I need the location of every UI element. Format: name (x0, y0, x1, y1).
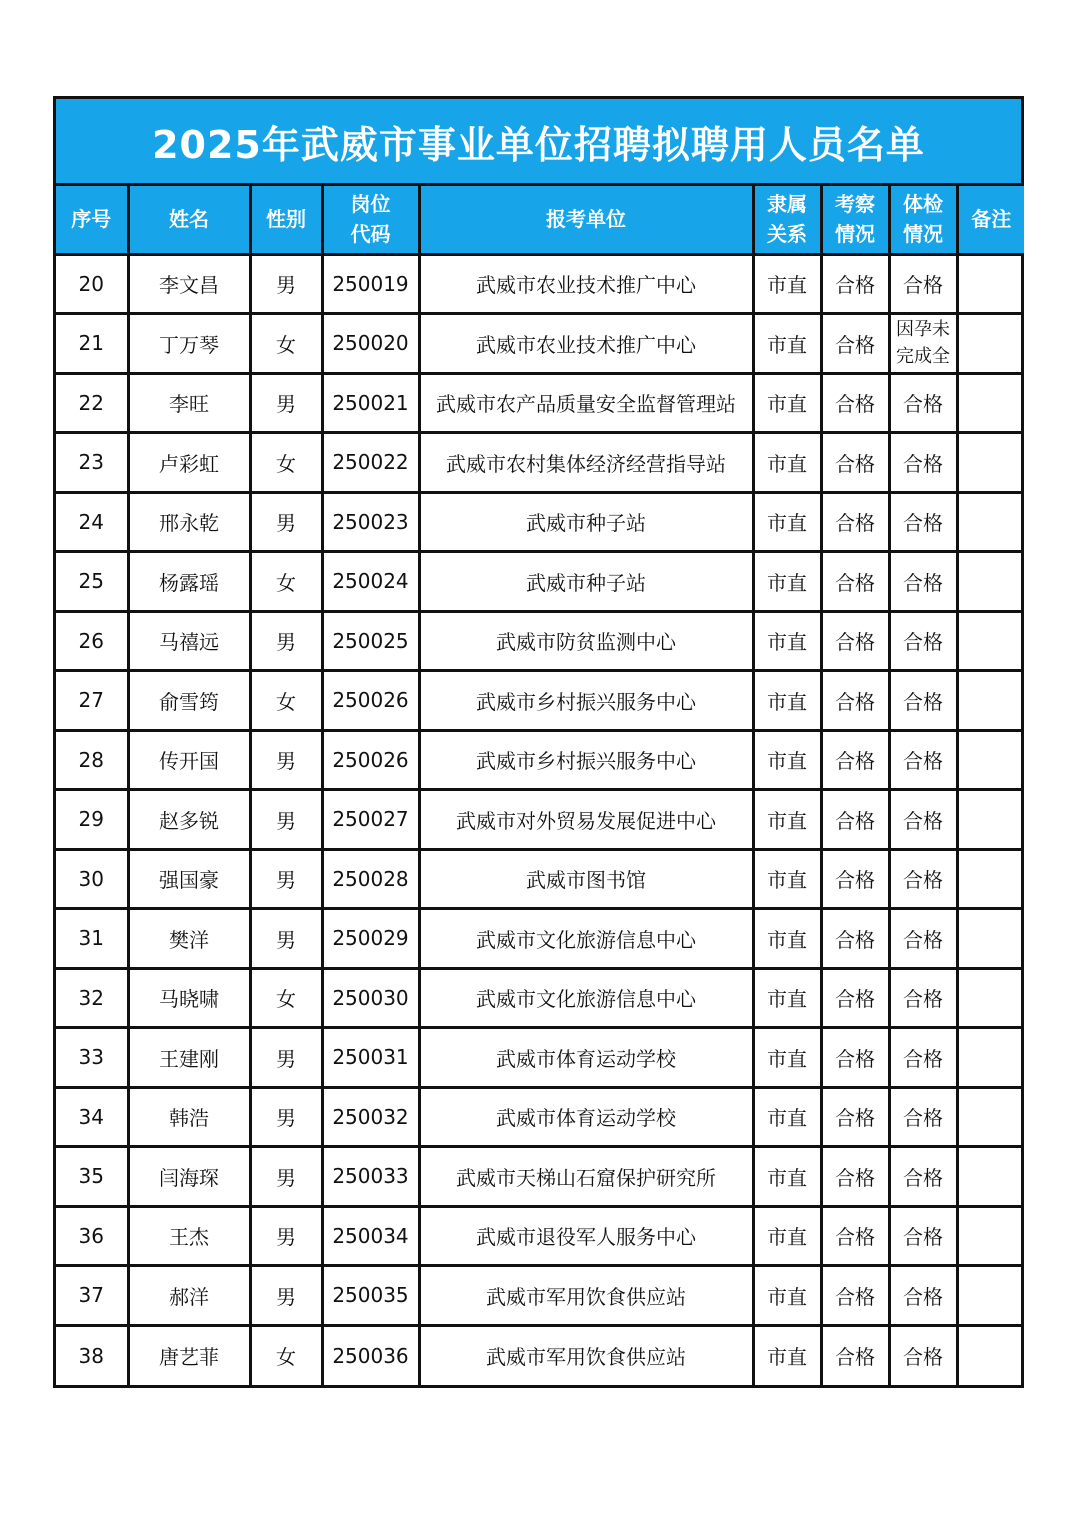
cell-no: 25 (56, 552, 128, 612)
cell-unit: 武威市文化旅游信息中心 (419, 968, 753, 1028)
cell-exam: 合格 (889, 1266, 957, 1326)
cell-code: 250029 (322, 909, 419, 969)
header-col-code (322, 186, 419, 254)
cell-remark (957, 1147, 1024, 1207)
table-row (56, 1147, 1024, 1207)
cell-gender: 女 (250, 968, 322, 1028)
header-label-line2: 情况 (903, 222, 943, 247)
cell-inspection: 合格 (821, 671, 889, 731)
cell-inspection: 合格 (821, 552, 889, 612)
cell-code: 250021 (322, 373, 419, 433)
cell-remark (957, 1087, 1024, 1147)
cell-remark (957, 492, 1024, 552)
table-row (56, 1266, 1024, 1326)
table-row (56, 1206, 1024, 1266)
header-col-remark (957, 186, 1024, 254)
header-label: 考察 (835, 192, 875, 217)
cell-exam: 合格 (889, 849, 957, 909)
header-label: 岗位 (350, 192, 391, 217)
cell-exam: 合格 (889, 492, 957, 552)
cell-remark (957, 611, 1024, 671)
cell-gender: 女 (250, 552, 322, 612)
cell-remark (957, 373, 1024, 433)
cell-relation: 市直 (753, 909, 821, 969)
cell-unit: 武威市种子站 (419, 552, 753, 612)
cell-inspection: 合格 (821, 909, 889, 969)
cell-remark (957, 909, 1024, 969)
cell-inspection: 合格 (821, 1087, 889, 1147)
cell-name: 李旺 (128, 373, 250, 433)
cell-relation: 市直 (753, 849, 821, 909)
cell-remark (957, 1028, 1024, 1088)
cell-relation: 市直 (753, 790, 821, 850)
roster-sheet (53, 96, 1024, 1388)
cell-relation: 市直 (753, 254, 821, 314)
cell-inspection: 合格 (821, 373, 889, 433)
cell-exam: 合格 (889, 1325, 957, 1385)
cell-remark (957, 671, 1024, 731)
cell-no: 35 (56, 1147, 128, 1207)
table-row (56, 611, 1024, 671)
cell-inspection: 合格 (821, 968, 889, 1028)
header-col-relation (753, 186, 821, 254)
cell-name: 樊洋 (128, 909, 250, 969)
cell-code: 250033 (322, 1147, 419, 1207)
cell-relation: 市直 (753, 1206, 821, 1266)
cell-relation: 市直 (753, 671, 821, 731)
cell-exam-line2: 完成全 (896, 346, 950, 368)
cell-inspection: 合格 (821, 1325, 889, 1385)
cell-remark (957, 790, 1024, 850)
cell-inspection: 合格 (821, 730, 889, 790)
header-row (56, 186, 1024, 254)
cell-code: 250032 (322, 1087, 419, 1147)
cell-remark (957, 849, 1024, 909)
cell-exam: 合格 (889, 373, 957, 433)
header-label: 性别 (266, 207, 306, 232)
cell-gender: 女 (250, 433, 322, 493)
cell-no: 30 (56, 849, 128, 909)
header-label: 隶属 (767, 192, 807, 217)
cell-relation: 市直 (753, 1028, 821, 1088)
cell-unit: 武威市乡村振兴服务中心 (419, 730, 753, 790)
cell-gender: 男 (250, 1206, 322, 1266)
cell-no: 32 (56, 968, 128, 1028)
cell-unit: 武威市对外贸易发展促进中心 (419, 790, 753, 850)
header-col-inspection (821, 186, 889, 254)
header-col-name (128, 186, 250, 254)
cell-inspection: 合格 (821, 1266, 889, 1326)
cell-inspection: 合格 (821, 433, 889, 493)
cell-no: 36 (56, 1206, 128, 1266)
table-row (56, 909, 1024, 969)
cell-code: 250036 (322, 1325, 419, 1385)
cell-relation: 市直 (753, 1266, 821, 1326)
cell-name: 唐艺菲 (128, 1325, 250, 1385)
cell-name: 李文昌 (128, 254, 250, 314)
table-row (56, 849, 1024, 909)
cell-no: 26 (56, 611, 128, 671)
cell-remark (957, 314, 1024, 374)
cell-unit: 武威市军用饮食供应站 (419, 1266, 753, 1326)
cell-name: 传开国 (128, 730, 250, 790)
cell-exam: 合格 (889, 433, 957, 493)
cell-name: 韩浩 (128, 1087, 250, 1147)
cell-no: 37 (56, 1266, 128, 1326)
cell-code: 250023 (322, 492, 419, 552)
cell-remark (957, 968, 1024, 1028)
cell-code: 250031 (322, 1028, 419, 1088)
cell-name: 杨露瑶 (128, 552, 250, 612)
cell-inspection: 合格 (821, 492, 889, 552)
cell-unit: 武威市文化旅游信息中心 (419, 909, 753, 969)
table-row (56, 790, 1024, 850)
cell-exam: 合格 (889, 1028, 957, 1088)
cell-no: 20 (56, 254, 128, 314)
cell-code: 250020 (322, 314, 419, 374)
cell-name: 郝洋 (128, 1266, 250, 1326)
cell-name: 闫海琛 (128, 1147, 250, 1207)
cell-name: 卢彩虹 (128, 433, 250, 493)
cell-relation: 市直 (753, 1147, 821, 1207)
cell-gender: 男 (250, 849, 322, 909)
cell-gender: 男 (250, 1147, 322, 1207)
cell-code: 250022 (322, 433, 419, 493)
cell-unit: 武威市种子站 (419, 492, 753, 552)
cell-unit: 武威市乡村振兴服务中心 (419, 671, 753, 731)
cell-unit: 武威市体育运动学校 (419, 1087, 753, 1147)
cell-relation: 市直 (753, 492, 821, 552)
cell-name: 马禧远 (128, 611, 250, 671)
cell-gender: 男 (250, 909, 322, 969)
cell-gender: 男 (250, 1266, 322, 1326)
cell-no: 24 (56, 492, 128, 552)
cell-exam: 合格 (889, 730, 957, 790)
cell-code: 250035 (322, 1266, 419, 1326)
cell-relation: 市直 (753, 314, 821, 374)
cell-relation: 市直 (753, 1087, 821, 1147)
header-col-unit (419, 186, 753, 254)
cell-name: 王杰 (128, 1206, 250, 1266)
cell-gender: 男 (250, 611, 322, 671)
cell-unit: 武威市图书馆 (419, 849, 753, 909)
cell-no: 29 (56, 790, 128, 850)
cell-no: 28 (56, 730, 128, 790)
cell-exam: 合格 (889, 552, 957, 612)
cell-relation: 市直 (753, 373, 821, 433)
cell-exam-line1: 因孕未 (896, 319, 950, 341)
table-row (56, 552, 1024, 612)
cell-no: 31 (56, 909, 128, 969)
cell-remark (957, 1266, 1024, 1326)
cell-exam: 合格 (889, 1147, 957, 1207)
cell-gender: 男 (250, 730, 322, 790)
cell-remark (957, 433, 1024, 493)
header-col-gender (250, 186, 322, 254)
cell-exam: 合格 (889, 968, 957, 1028)
cell-remark (957, 254, 1024, 314)
table-row (56, 373, 1024, 433)
cell-inspection: 合格 (821, 849, 889, 909)
header-label: 序号 (71, 207, 112, 232)
cell-name: 俞雪筠 (128, 671, 250, 731)
cell-gender: 女 (250, 671, 322, 731)
cell-relation: 市直 (753, 1325, 821, 1385)
cell-no: 22 (56, 373, 128, 433)
header-label: 备注 (971, 207, 1012, 232)
cell-code: 250034 (322, 1206, 419, 1266)
cell-remark (957, 1325, 1024, 1385)
table-row (56, 433, 1024, 493)
cell-name: 马晓啸 (128, 968, 250, 1028)
cell-inspection: 合格 (821, 314, 889, 374)
cell-code: 250030 (322, 968, 419, 1028)
cell-gender: 男 (250, 790, 322, 850)
cell-gender: 男 (250, 373, 322, 433)
cell-code: 250026 (322, 671, 419, 731)
header-label-line2: 情况 (835, 222, 875, 247)
cell-relation: 市直 (753, 611, 821, 671)
cell-code: 250025 (322, 611, 419, 671)
cell-exam: 合格 (889, 611, 957, 671)
cell-code: 250027 (322, 790, 419, 850)
cell-relation: 市直 (753, 552, 821, 612)
cell-no: 38 (56, 1325, 128, 1385)
cell-unit: 武威市天梯山石窟保护研究所 (419, 1147, 753, 1207)
header-label: 报考单位 (546, 207, 626, 232)
cell-inspection: 合格 (821, 1028, 889, 1088)
table-body (56, 254, 1024, 1385)
cell-exam (889, 314, 957, 374)
table-row (56, 1028, 1024, 1088)
cell-gender: 男 (250, 1028, 322, 1088)
cell-remark (957, 552, 1024, 612)
table-row (56, 1087, 1024, 1147)
cell-name: 王建刚 (128, 1028, 250, 1088)
cell-inspection: 合格 (821, 1147, 889, 1207)
cell-name: 邢永乾 (128, 492, 250, 552)
cell-code: 250026 (322, 730, 419, 790)
cell-gender: 男 (250, 492, 322, 552)
cell-unit: 武威市退役军人服务中心 (419, 1206, 753, 1266)
cell-no: 33 (56, 1028, 128, 1088)
table-row (56, 730, 1024, 790)
table-row (56, 1325, 1024, 1385)
cell-remark (957, 730, 1024, 790)
cell-no: 34 (56, 1087, 128, 1147)
cell-gender: 女 (250, 314, 322, 374)
cell-exam: 合格 (889, 1206, 957, 1266)
header-label-line2: 代码 (350, 222, 391, 247)
cell-exam: 合格 (889, 790, 957, 850)
cell-code: 250019 (322, 254, 419, 314)
cell-remark (957, 1206, 1024, 1266)
cell-relation: 市直 (753, 730, 821, 790)
cell-relation: 市直 (753, 433, 821, 493)
cell-inspection: 合格 (821, 1206, 889, 1266)
cell-exam: 合格 (889, 909, 957, 969)
cell-inspection: 合格 (821, 611, 889, 671)
cell-exam: 合格 (889, 671, 957, 731)
cell-inspection: 合格 (821, 790, 889, 850)
table-row (56, 254, 1024, 314)
cell-inspection: 合格 (821, 254, 889, 314)
header-label: 体检 (903, 192, 943, 217)
table-row (56, 314, 1024, 374)
cell-gender: 男 (250, 254, 322, 314)
table-row (56, 671, 1024, 731)
cell-no: 23 (56, 433, 128, 493)
cell-code: 250028 (322, 849, 419, 909)
table-row (56, 492, 1024, 552)
header-col-exam (889, 186, 957, 254)
table-row (56, 968, 1024, 1028)
roster-table (56, 186, 1024, 1385)
cell-relation: 市直 (753, 968, 821, 1028)
cell-no: 21 (56, 314, 128, 374)
cell-exam: 合格 (889, 254, 957, 314)
cell-unit: 武威市农业技术推广中心 (419, 314, 753, 374)
cell-unit: 武威市农产品质量安全监督管理站 (419, 373, 753, 433)
cell-name: 强国豪 (128, 849, 250, 909)
cell-no: 27 (56, 671, 128, 731)
header-label: 姓名 (169, 207, 209, 232)
header-col-no (56, 186, 128, 254)
cell-exam: 合格 (889, 1087, 957, 1147)
header-label-line2: 关系 (767, 222, 807, 247)
cell-name: 赵多锐 (128, 790, 250, 850)
cell-name: 丁万琴 (128, 314, 250, 374)
cell-unit: 武威市军用饮食供应站 (419, 1325, 753, 1385)
cell-code: 250024 (322, 552, 419, 612)
cell-unit: 武威市防贫监测中心 (419, 611, 753, 671)
cell-unit: 武威市农村集体经济经营指导站 (419, 433, 753, 493)
cell-gender: 男 (250, 1087, 322, 1147)
cell-unit: 武威市体育运动学校 (419, 1028, 753, 1088)
cell-unit: 武威市农业技术推广中心 (419, 254, 753, 314)
cell-gender: 女 (250, 1325, 322, 1385)
page-title: 2025年武威市事业单位招聘拟聘用人员名单 (56, 99, 1021, 186)
